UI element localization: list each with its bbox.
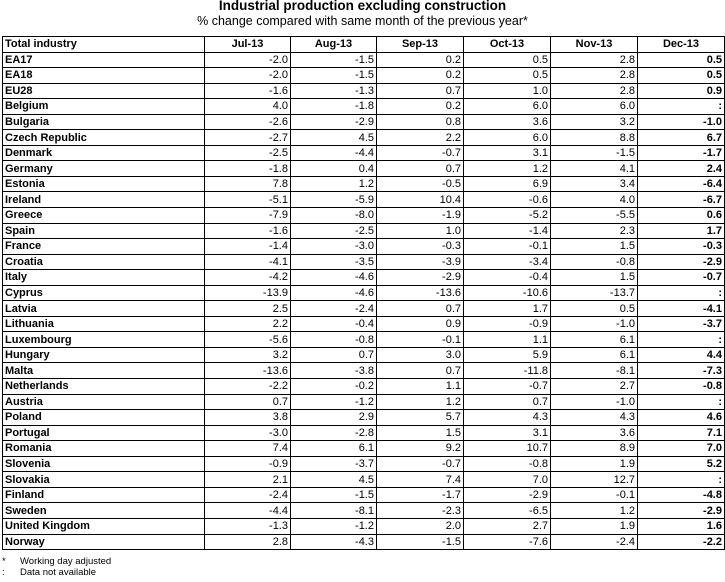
value-cell: -1.4 [205, 239, 291, 255]
value-cell: -0.4 [464, 270, 551, 286]
value-cell: 7.4 [377, 472, 464, 488]
value-cell: 3.6 [551, 425, 638, 441]
value-cell: 6.9 [464, 176, 551, 192]
column-header-month: Jul-13 [205, 37, 291, 53]
table-row [3, 456, 725, 472]
value-cell: 0.7 [291, 347, 377, 363]
column-header-month: Aug-13 [291, 37, 377, 53]
value-cell: 4.3 [464, 410, 551, 426]
value-cell: 0.8 [377, 114, 464, 130]
header-row [3, 37, 725, 53]
value-cell: -4.1 [205, 254, 291, 270]
value-cell: 2.8 [551, 68, 638, 84]
value-cell: -4.4 [291, 145, 377, 161]
table-row [3, 332, 725, 348]
value-cell: 1.6 [638, 518, 725, 534]
table-row [3, 270, 725, 286]
value-cell: -2.9 [291, 114, 377, 130]
country-cell: United Kingdom [3, 518, 205, 534]
value-cell: -2.9 [377, 270, 464, 286]
value-cell: -6.5 [464, 503, 551, 519]
value-cell: -1.0 [638, 114, 725, 130]
value-cell: -1.8 [205, 161, 291, 177]
table-body [3, 52, 725, 550]
value-cell: 1.7 [638, 223, 725, 239]
value-cell: 2.3 [551, 223, 638, 239]
value-cell: 3.2 [205, 347, 291, 363]
value-cell: -5.5 [551, 208, 638, 224]
country-cell: Belgium [3, 99, 205, 115]
value-cell: 9.2 [377, 441, 464, 457]
footnote-text: Working day adjusted [20, 556, 112, 567]
value-cell: -2.5 [291, 223, 377, 239]
value-cell: -3.4 [464, 254, 551, 270]
table-row [3, 301, 725, 317]
footnote-symbol: * [2, 556, 6, 567]
value-cell: 2.9 [291, 410, 377, 426]
country-cell: Hungary [3, 347, 205, 363]
value-cell: -1.0 [551, 394, 638, 410]
value-cell: 6.1 [551, 332, 638, 348]
value-cell: -7.6 [464, 534, 551, 550]
value-cell: -0.9 [464, 316, 551, 332]
value-cell: -0.6 [464, 192, 551, 208]
value-cell: 5.7 [377, 410, 464, 426]
country-cell: Ireland [3, 192, 205, 208]
value-cell: 0.5 [464, 52, 551, 68]
value-cell: -0.8 [551, 254, 638, 270]
value-cell: 7.1 [638, 425, 725, 441]
country-cell: Austria [3, 394, 205, 410]
value-cell: -4.2 [205, 270, 291, 286]
footnotes [2, 556, 111, 578]
country-cell: Croatia [3, 254, 205, 270]
value-cell: -0.7 [377, 145, 464, 161]
value-cell: -1.9 [377, 208, 464, 224]
value-cell: -3.0 [205, 425, 291, 441]
value-cell: 7.0 [464, 472, 551, 488]
country-cell: Greece [3, 208, 205, 224]
country-cell: EA18 [3, 68, 205, 84]
value-cell: 2.4 [638, 161, 725, 177]
value-cell: -2.9 [464, 487, 551, 503]
value-cell: 1.9 [551, 518, 638, 534]
value-cell: -0.8 [291, 332, 377, 348]
value-cell: 10.4 [377, 192, 464, 208]
value-cell: -1.8 [291, 99, 377, 115]
value-cell: 0.7 [464, 394, 551, 410]
country-cell: France [3, 239, 205, 255]
value-cell: 1.9 [551, 456, 638, 472]
footnote [2, 556, 111, 567]
value-cell: 3.2 [551, 114, 638, 130]
column-header-month: Dec-13 [638, 37, 725, 53]
value-cell: 7.8 [205, 176, 291, 192]
value-cell: 2.8 [551, 83, 638, 99]
country-cell: Spain [3, 223, 205, 239]
value-cell: -0.1 [551, 487, 638, 503]
page-title: Industrial production excluding construction [218, 0, 507, 13]
value-cell: -3.9 [377, 254, 464, 270]
country-cell: Netherlands [3, 379, 205, 395]
value-cell: 6.7 [638, 130, 725, 146]
value-cell: -2.2 [205, 379, 291, 395]
value-cell: 2.1 [205, 472, 291, 488]
value-cell: 12.7 [551, 472, 638, 488]
value-cell: -2.4 [551, 534, 638, 550]
country-cell: Cyprus [3, 285, 205, 301]
value-cell: -1.5 [291, 52, 377, 68]
value-cell: 8.9 [551, 441, 638, 457]
country-cell: Lithuania [3, 316, 205, 332]
country-cell: Romania [3, 441, 205, 457]
value-cell: -1.4 [464, 223, 551, 239]
value-cell: 3.6 [464, 114, 551, 130]
table-row [3, 316, 725, 332]
value-cell: 4.0 [205, 99, 291, 115]
value-cell: 5.2 [638, 456, 725, 472]
value-cell: -3.0 [291, 239, 377, 255]
value-cell: -1.6 [205, 83, 291, 99]
value-cell: -13.9 [205, 285, 291, 301]
value-cell: 0.7 [377, 301, 464, 317]
value-cell: 0.5 [638, 68, 725, 84]
value-cell: -6.7 [638, 192, 725, 208]
value-cell: 4.3 [551, 410, 638, 426]
value-cell: -2.4 [291, 301, 377, 317]
value-cell: -0.2 [291, 379, 377, 395]
value-cell: -0.5 [377, 176, 464, 192]
country-cell: Italy [3, 270, 205, 286]
value-cell: -0.7 [464, 379, 551, 395]
country-cell: Latvia [3, 301, 205, 317]
value-cell: 6.0 [551, 99, 638, 115]
table-row [3, 114, 725, 130]
value-cell: -0.4 [291, 316, 377, 332]
value-cell: 4.6 [638, 410, 725, 426]
country-cell: Malta [3, 363, 205, 379]
value-cell: -4.3 [291, 534, 377, 550]
country-cell: Poland [3, 410, 205, 426]
value-cell: -0.9 [205, 456, 291, 472]
value-cell: -1.7 [377, 487, 464, 503]
footnote-text: Data not available [20, 567, 97, 578]
table-row [3, 83, 725, 99]
production-table [2, 36, 725, 550]
value-cell: -0.3 [638, 239, 725, 255]
value-cell: 6.0 [464, 99, 551, 115]
footnote [2, 567, 111, 578]
value-cell: 3.0 [377, 347, 464, 363]
value-cell: -1.2 [291, 394, 377, 410]
table-row [3, 99, 725, 115]
value-cell: 4.5 [291, 472, 377, 488]
value-cell: -3.8 [291, 363, 377, 379]
country-cell: Norway [3, 534, 205, 550]
value-cell: -10.6 [464, 285, 551, 301]
value-cell: -0.7 [377, 456, 464, 472]
value-cell: 0.7 [377, 161, 464, 177]
value-cell: 0.2 [377, 99, 464, 115]
value-cell: 0.7 [377, 83, 464, 99]
table-row [3, 518, 725, 534]
value-cell: -6.4 [638, 176, 725, 192]
table-row [3, 503, 725, 519]
value-cell: -5.1 [205, 192, 291, 208]
value-cell: 3.1 [464, 145, 551, 161]
value-cell: -1.2 [291, 518, 377, 534]
value-cell: -1.3 [205, 518, 291, 534]
value-cell: 5.9 [464, 347, 551, 363]
value-cell: -2.0 [205, 52, 291, 68]
page-subtitle: % change compared with same month of the previous year* [197, 14, 528, 28]
value-cell: 1.5 [551, 239, 638, 255]
value-cell: 1.2 [291, 176, 377, 192]
value-cell: -2.3 [377, 503, 464, 519]
country-cell: Slovenia [3, 456, 205, 472]
value-cell: 1.2 [551, 503, 638, 519]
value-cell: -13.6 [377, 285, 464, 301]
value-cell: 2.7 [551, 379, 638, 395]
table-row [3, 410, 725, 426]
value-cell: 0.7 [205, 394, 291, 410]
value-cell: -3.5 [291, 254, 377, 270]
value-cell: : [638, 332, 725, 348]
table-row [3, 239, 725, 255]
value-cell: 0.9 [377, 316, 464, 332]
value-cell: 4.1 [551, 161, 638, 177]
value-cell: 0.5 [638, 52, 725, 68]
value-cell: -4.4 [205, 503, 291, 519]
value-cell: : [638, 394, 725, 410]
value-cell: -1.5 [377, 534, 464, 550]
column-header-label: Total industry [3, 37, 205, 53]
value-cell: -0.7 [638, 270, 725, 286]
value-cell: 7.0 [638, 441, 725, 457]
table-row [3, 130, 725, 146]
value-cell: -2.5 [205, 145, 291, 161]
value-cell: -1.5 [291, 487, 377, 503]
value-cell: -2.2 [638, 534, 725, 550]
value-cell: 2.2 [205, 316, 291, 332]
table-row [3, 379, 725, 395]
value-cell: 4.4 [638, 347, 725, 363]
country-cell: Czech Republic [3, 130, 205, 146]
value-cell: -0.8 [464, 456, 551, 472]
value-cell: -7.9 [205, 208, 291, 224]
value-cell: -13.7 [551, 285, 638, 301]
value-cell: -2.9 [638, 254, 725, 270]
value-cell: 1.5 [377, 425, 464, 441]
value-cell: -1.3 [291, 83, 377, 99]
value-cell: -5.2 [464, 208, 551, 224]
value-cell: -1.5 [291, 68, 377, 84]
value-cell: -11.8 [464, 363, 551, 379]
value-cell: 6.0 [464, 130, 551, 146]
value-cell: -1.0 [551, 316, 638, 332]
value-cell: 0.6 [638, 208, 725, 224]
value-cell: 2.2 [377, 130, 464, 146]
value-cell: 3.4 [551, 176, 638, 192]
table-row [3, 161, 725, 177]
value-cell: -8.1 [551, 363, 638, 379]
value-cell: : [638, 99, 725, 115]
value-cell: -2.9 [638, 503, 725, 519]
value-cell: 0.4 [291, 161, 377, 177]
country-cell: Sweden [3, 503, 205, 519]
value-cell: 0.9 [638, 83, 725, 99]
country-cell: Finland [3, 487, 205, 503]
table-row [3, 285, 725, 301]
value-cell: -13.6 [205, 363, 291, 379]
value-cell: -4.1 [638, 301, 725, 317]
column-header-month: Oct-13 [464, 37, 551, 53]
value-cell: -1.6 [205, 223, 291, 239]
country-cell: Bulgaria [3, 114, 205, 130]
country-cell: EU28 [3, 83, 205, 99]
value-cell: 1.0 [377, 223, 464, 239]
value-cell: : [638, 285, 725, 301]
column-header-month: Nov-13 [551, 37, 638, 53]
value-cell: 6.1 [551, 347, 638, 363]
value-cell: -5.6 [205, 332, 291, 348]
table-row [3, 254, 725, 270]
country-cell: Luxembourg [3, 332, 205, 348]
value-cell: -4.6 [291, 270, 377, 286]
value-cell: -0.1 [377, 332, 464, 348]
country-cell: EA17 [3, 52, 205, 68]
table-row [3, 223, 725, 239]
value-cell: -5.9 [291, 192, 377, 208]
table-row [3, 347, 725, 363]
value-cell: -7.3 [638, 363, 725, 379]
value-cell: 1.1 [464, 332, 551, 348]
value-cell: 1.2 [377, 394, 464, 410]
country-cell: Denmark [3, 145, 205, 161]
value-cell: 1.7 [464, 301, 551, 317]
value-cell: -2.6 [205, 114, 291, 130]
column-header-month: Sep-13 [377, 37, 464, 53]
value-cell: 4.5 [291, 130, 377, 146]
value-cell: 0.5 [464, 68, 551, 84]
value-cell: 1.0 [464, 83, 551, 99]
value-cell: : [638, 472, 725, 488]
table-row [3, 441, 725, 457]
table-row [3, 208, 725, 224]
table-row [3, 145, 725, 161]
value-cell: 6.1 [291, 441, 377, 457]
country-cell: Portugal [3, 425, 205, 441]
value-cell: -3.7 [638, 316, 725, 332]
value-cell: -0.3 [377, 239, 464, 255]
value-cell: 0.2 [377, 52, 464, 68]
footnote-symbol: : [2, 567, 5, 578]
value-cell: 1.2 [464, 161, 551, 177]
value-cell: 0.5 [551, 301, 638, 317]
value-cell: -4.8 [638, 487, 725, 503]
table-row [3, 394, 725, 410]
value-cell: 10.7 [464, 441, 551, 457]
value-cell: 1.1 [377, 379, 464, 395]
value-cell: 2.8 [551, 52, 638, 68]
value-cell: 0.2 [377, 68, 464, 84]
table-row [3, 472, 725, 488]
value-cell: 8.8 [551, 130, 638, 146]
table-row [3, 192, 725, 208]
value-cell: 2.8 [205, 534, 291, 550]
value-cell: 2.5 [205, 301, 291, 317]
table-row [3, 487, 725, 503]
value-cell: -4.6 [291, 285, 377, 301]
value-cell: 4.0 [551, 192, 638, 208]
value-cell: -0.8 [638, 379, 725, 395]
value-cell: -3.7 [291, 456, 377, 472]
value-cell: 1.5 [551, 270, 638, 286]
value-cell: 2.7 [464, 518, 551, 534]
value-cell: 2.0 [377, 518, 464, 534]
value-cell: -2.0 [205, 68, 291, 84]
table-row [3, 534, 725, 550]
value-cell: -8.0 [291, 208, 377, 224]
value-cell: 0.7 [377, 363, 464, 379]
value-cell: 3.1 [464, 425, 551, 441]
country-cell: Slovakia [3, 472, 205, 488]
value-cell: -1.5 [551, 145, 638, 161]
value-cell: -2.7 [205, 130, 291, 146]
table-row [3, 68, 725, 84]
value-cell: -2.4 [205, 487, 291, 503]
value-cell: -1.7 [638, 145, 725, 161]
table-row [3, 176, 725, 192]
value-cell: 3.8 [205, 410, 291, 426]
value-cell: -0.1 [464, 239, 551, 255]
value-cell: 7.4 [205, 441, 291, 457]
country-cell: Germany [3, 161, 205, 177]
table-row [3, 425, 725, 441]
country-cell: Estonia [3, 176, 205, 192]
table-row [3, 52, 725, 68]
value-cell: -2.8 [291, 425, 377, 441]
table-row [3, 363, 725, 379]
value-cell: -8.1 [291, 503, 377, 519]
